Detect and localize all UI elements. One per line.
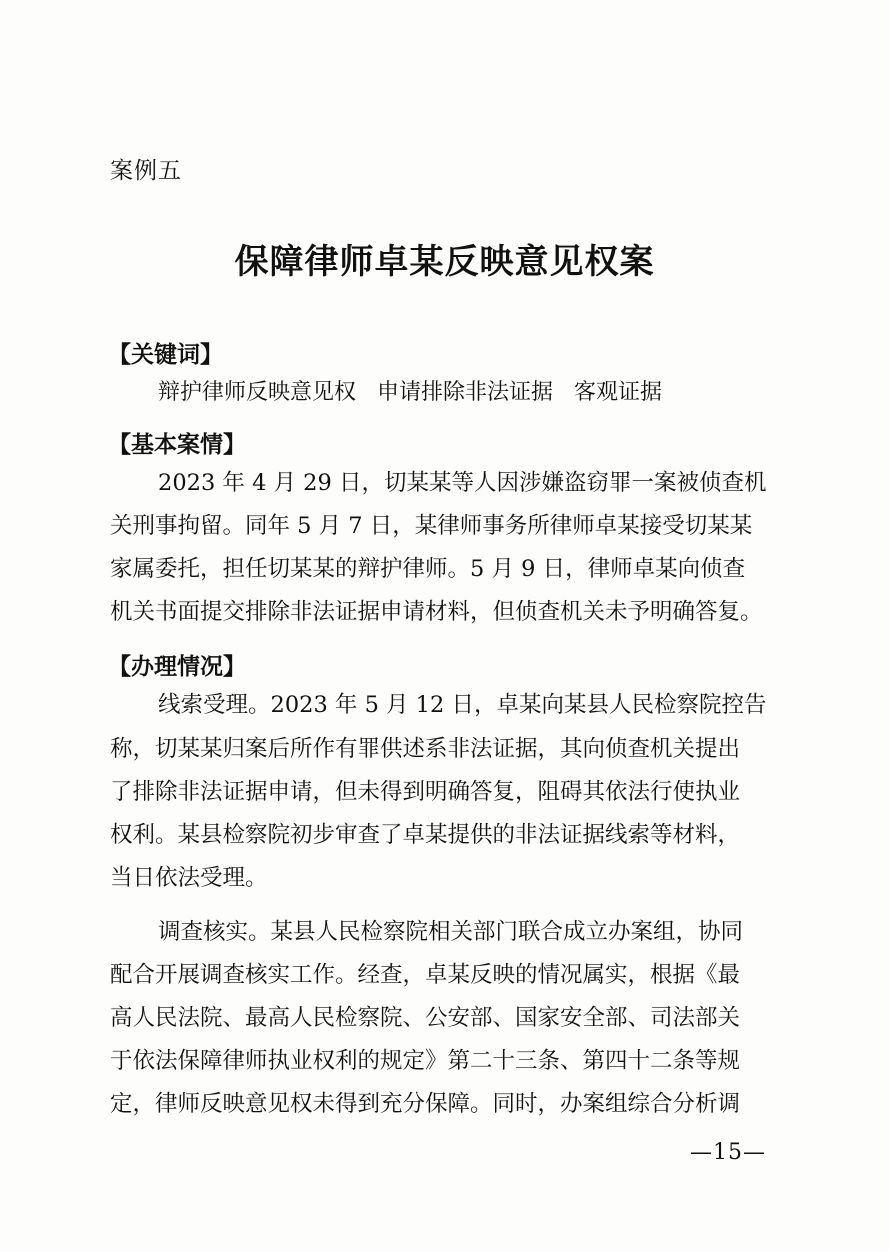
handling-line: 了排除非法证据申请，但未得到明确答复，阻碍其依法行使执业	[110, 779, 741, 805]
handling-line: 线索受理。2023 年 5 月 12 日，卓某向某县人民检察院控告	[158, 692, 767, 718]
handling-line: 权利。某县检察院初步审查了卓某提供的非法证据线索等材料，	[110, 822, 741, 848]
page-number: —15—	[690, 1140, 766, 1165]
basic-facts-line: 机关书面提交排除非法证据申请材料，但侦查机关未予明确答复。	[110, 599, 763, 625]
keywords-text: 辩护律师反映意见权 申请排除非法证据 客观证据	[158, 380, 662, 405]
handling-line: 定，律师反映意见权未得到充分保障。同时，办案组综合分析调	[110, 1091, 741, 1117]
keywords-heading: 【关键词】	[108, 342, 223, 368]
basic-facts-line: 2023 年 4 月 29 日，切某某等人因涉嫌盗窃罪一案被侦查机	[158, 470, 767, 496]
handling-line: 高人民法院、最高人民检察院、公安部、国家安全部、司法部关	[110, 1005, 741, 1031]
handling-line: 当日依法受理。	[110, 865, 268, 891]
handling-line: 配合开展调查核实工作。经查，卓某反映的情况属实，根据《最	[110, 962, 741, 988]
handling-line: 称，切某某归案后所作有罪供述系非法证据，其向侦查机关提出	[110, 736, 741, 762]
document-title: 保障律师卓某反映意见权案	[234, 242, 655, 282]
handling-line: 于依法保障律师执业权利的规定》第二十三条、第四十二条等规	[110, 1048, 741, 1074]
basic-facts-line: 家属委托，担任切某某的辩护律师。5 月 9 日，律师卓某向侦查	[110, 556, 746, 582]
handling-heading: 【办理情况】	[108, 654, 246, 680]
case-label: 案例五	[110, 158, 182, 184]
handling-line: 调查核实。某县人民检察院相关部门联合成立办案组，协同	[158, 919, 744, 945]
basic-facts-heading: 【基本案情】	[108, 432, 246, 458]
basic-facts-line: 关刑事拘留。同年 5 月 7 日，某律师事务所律师卓某接受切某某	[110, 513, 753, 539]
